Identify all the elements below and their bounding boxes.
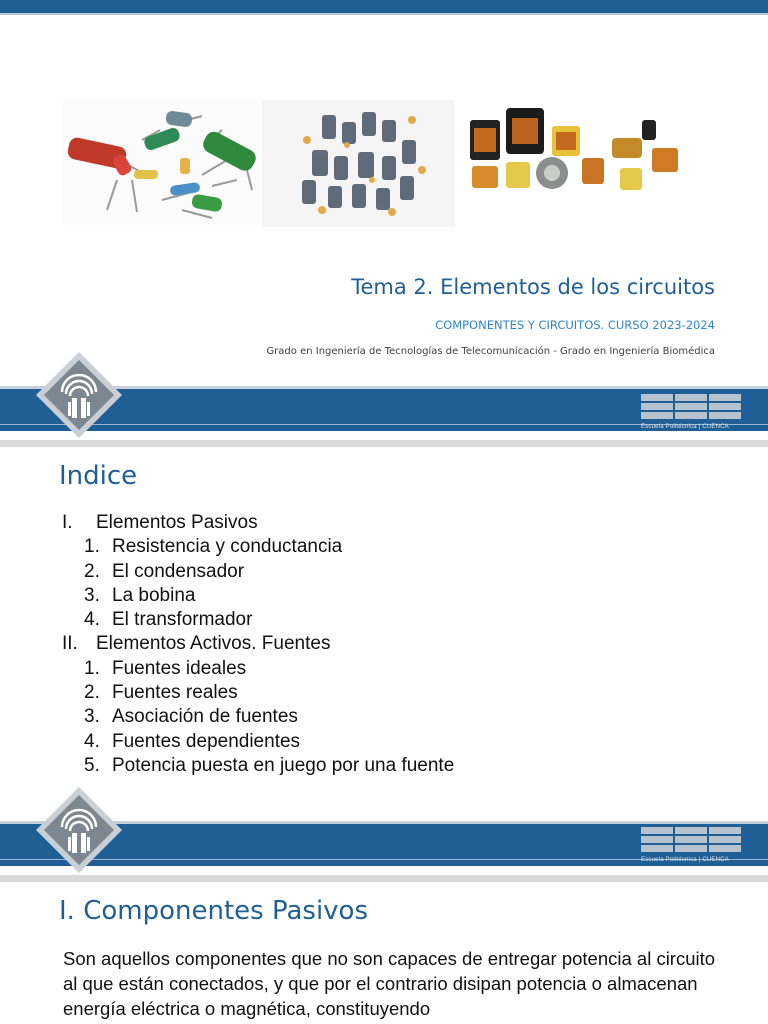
toc-section-1: I. Elementos Pasivos: [62, 512, 258, 533]
toc-item: 2. Fuentes reales: [84, 682, 238, 704]
slide-separator: [0, 440, 768, 447]
toc-item: 4. Fuentes dependientes: [84, 730, 301, 752]
index-heading: Indice: [59, 461, 138, 491]
resistors-photo: [62, 100, 258, 225]
toc-item: 1. Fuentes ideales: [84, 657, 247, 679]
course-subtitle: COMPONENTES Y CIRCUITOS. CURSO 2023-2024: [435, 318, 715, 332]
toc-item: 5. Potencia puesta en juego por una fuente: [84, 754, 455, 776]
toc-item: 3. Asociación de fuentes: [84, 706, 298, 728]
presentation-title: Tema 2. Elementos de los circuitos: [351, 275, 715, 299]
top-bar: [0, 0, 768, 15]
school-logo: [641, 827, 741, 863]
toc-item: 3. La bobina: [84, 584, 196, 606]
school-caption: Escuela Politécnica | CUENCA: [641, 424, 729, 430]
toc-item: 2. El condensador: [84, 560, 245, 582]
table-of-contents: [62, 511, 454, 778]
capacitors-photo: [262, 100, 455, 227]
toc-item: 4. El transformador: [84, 609, 253, 631]
toc-section-2: II. Elementos Activos. Fuentes: [62, 633, 331, 655]
cover-slide: [0, 0, 768, 440]
inductors-photo: [462, 98, 687, 198]
school-logo: [641, 394, 741, 430]
school-caption: Escuela Politécnica | CUENCA: [641, 857, 729, 863]
university-emblem-icon: [34, 350, 124, 440]
slide-separator: [0, 875, 768, 882]
passive-components-slide: [0, 882, 768, 1024]
passive-body-text: Son aquellos componentes que no son capaces de entregar potencia al circuito al que están conectados, y que por el contrario disipan potencia o almacenan energía eléctrica o magnética, constituyendo: [63, 948, 716, 1019]
passive-heading: I. Componentes Pasivos: [59, 896, 369, 926]
toc-item: 1. Resistencia y conductancia: [84, 536, 343, 558]
index-slide: [0, 447, 768, 875]
degrees-subtitle: Grado en Ingeniería de Tecnologías de Telecomunicación - Grado en Ingeniería Biomédica: [266, 346, 715, 357]
university-emblem-icon: [34, 785, 124, 875]
